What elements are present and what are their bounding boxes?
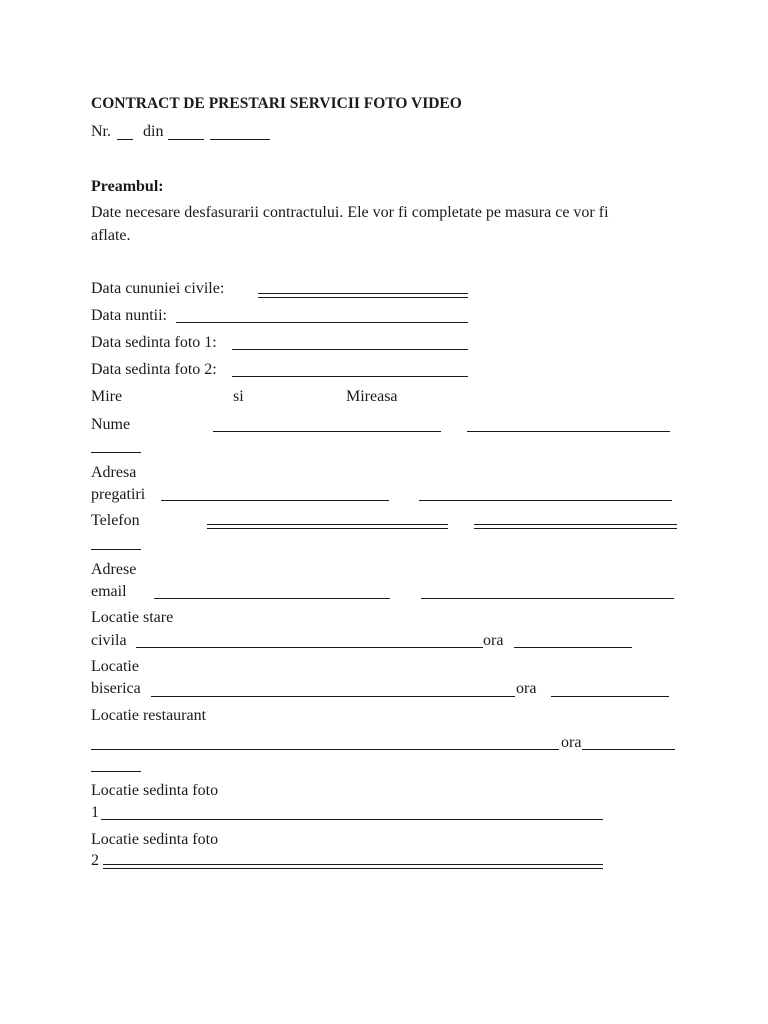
adresa-label-line2: pregatiri	[91, 486, 146, 503]
nume-continuation-line[interactable]	[91, 452, 141, 453]
data-cununiei-label: Data cununiei civile:	[91, 280, 225, 297]
adresa-mireasa-field[interactable]	[419, 500, 672, 501]
data-sedinta2-field[interactable]	[232, 376, 468, 377]
nr-blank[interactable]	[117, 139, 133, 140]
sedinta-foto1-label-line2: 1	[91, 804, 99, 821]
telefon-mireasa-field[interactable]	[474, 524, 677, 529]
email-label-line2: email	[91, 583, 127, 600]
restaurant-ora-field[interactable]	[582, 749, 675, 750]
email-mireasa-field[interactable]	[421, 598, 674, 599]
biserica-ora-label: ora	[516, 680, 537, 697]
stare-civila-ora-field[interactable]	[514, 647, 632, 648]
biserica-label-line1: Locatie	[91, 658, 139, 675]
din-day-blank[interactable]	[168, 139, 204, 140]
preamble-text-line1: Date necesare desfasurarii contractului. Ele vor fi completate pe masura ce vor fi	[91, 204, 609, 221]
telefon-mire-field[interactable]	[207, 524, 448, 529]
stare-civila-label-line1: Locatie stare	[91, 609, 174, 626]
nr-label: Nr.	[91, 123, 111, 140]
data-cununiei-field[interactable]	[258, 293, 468, 298]
sedinta-foto1-label-line1: Locatie sedinta foto	[91, 782, 219, 799]
mireasa-header: Mireasa	[346, 388, 398, 405]
sedinta-foto2-label-line2: 2	[91, 852, 99, 869]
nume-mireasa-field[interactable]	[467, 431, 670, 432]
stare-civila-label-line2: civila	[91, 632, 127, 649]
data-nuntii-field[interactable]	[176, 322, 468, 323]
stare-civila-ora-label: ora	[483, 632, 504, 649]
mire-header: Mire	[91, 388, 123, 405]
contract-title: CONTRACT DE PRESTARI SERVICII FOTO VIDEO	[91, 95, 462, 112]
email-mire-field[interactable]	[154, 598, 390, 599]
restaurant-ora-label: ora	[561, 734, 582, 751]
stare-civila-location-field[interactable]	[136, 647, 483, 648]
adresa-label-line1: Adresa	[91, 464, 137, 481]
restaurant-location-field[interactable]	[91, 749, 559, 750]
email-label-line1: Adrese	[91, 561, 137, 578]
nume-label: Nume	[91, 416, 131, 433]
adresa-mire-field[interactable]	[161, 500, 389, 501]
telefon-continuation-line[interactable]	[91, 549, 141, 550]
sedinta-foto2-location-field[interactable]	[103, 864, 603, 869]
nume-mire-field[interactable]	[213, 431, 441, 432]
data-nuntii-label: Data nuntii:	[91, 307, 167, 324]
sedinta-foto1-location-field[interactable]	[101, 819, 603, 820]
restaurant-continuation-line[interactable]	[91, 771, 141, 772]
sedinta-foto2-label-line1: Locatie sedinta foto	[91, 831, 219, 848]
telefon-label: Telefon	[91, 512, 140, 529]
biserica-location-field[interactable]	[151, 696, 515, 697]
biserica-label-line2: biserica	[91, 680, 141, 697]
din-label: din	[143, 123, 164, 140]
data-sedinta1-label: Data sedinta foto 1:	[91, 334, 217, 351]
data-sedinta1-field[interactable]	[232, 349, 468, 350]
restaurant-label: Locatie restaurant	[91, 707, 207, 724]
si-header: si	[233, 388, 244, 405]
preamble-heading: Preambul:	[91, 178, 164, 195]
biserica-ora-field[interactable]	[551, 696, 669, 697]
preamble-text-line2: aflate.	[91, 227, 131, 244]
data-sedinta2-label: Data sedinta foto 2:	[91, 361, 217, 378]
din-date-blank[interactable]	[210, 139, 270, 140]
